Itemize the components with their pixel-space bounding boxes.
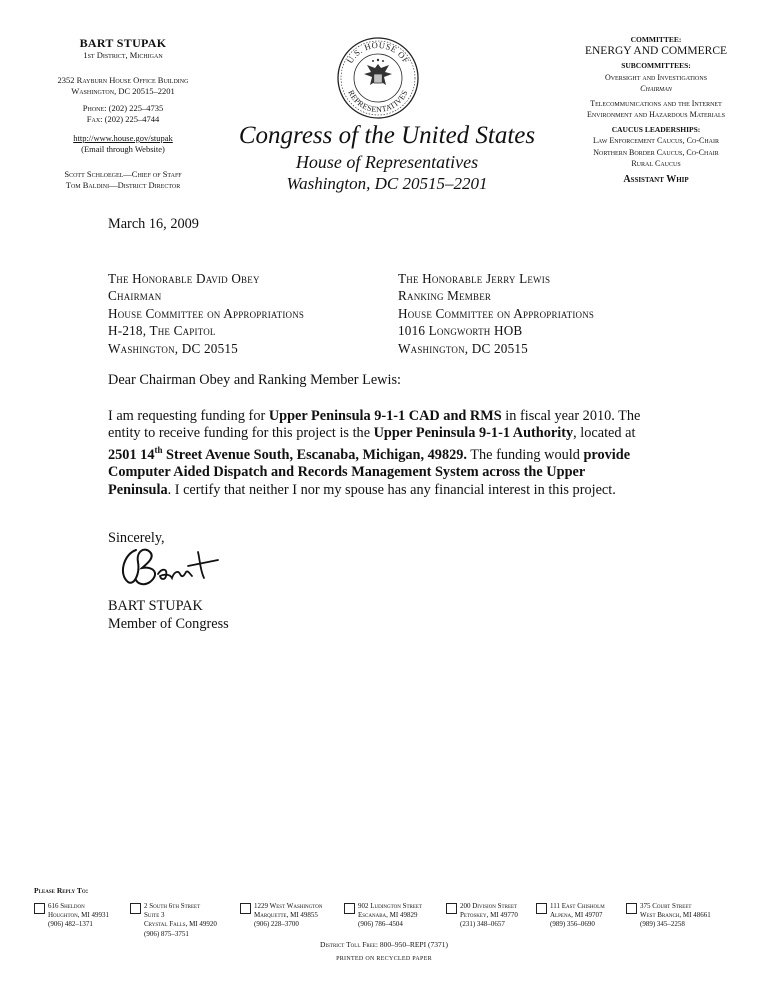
para-address-rest: Street Avenue South, Escanaba, Michigan, 49829. [162,447,467,464]
office-fax: Fax: (202) 225–4744 [86,114,160,124]
member-info-block [20,36,226,191]
congress-title: Congress of the United States [238,122,536,149]
district-office-escanaba[interactable] [344,902,422,930]
body-paragraph [108,408,648,499]
recipient2-city: Washington, DC 20515 [398,340,528,356]
salutation: Dear Chairman Obey and Ranking Member Lewis: [108,372,402,388]
office-line: (989) 345–2258 [640,920,685,929]
para-address-suffix: th [154,445,163,456]
committee-info-block [556,34,756,185]
checkbox[interactable] [130,903,141,914]
seal-text-top: U.S. HOUSE OF [344,39,412,66]
caucus-law-enforcement: Law Enforcement Caucus, Co-Chair [593,136,719,145]
para-text: I am requesting funding for [108,408,269,424]
subcommittee-environment: Environment and Hazardous Materials [586,110,726,119]
office-line: Houghton, MI 49931 [48,911,109,920]
recipient1-city: Washington, DC 20515 [108,340,238,356]
member-district: 1st District, Michigan [83,50,163,60]
para-entity-address [108,447,467,463]
subcommittee-role: Chairman [640,84,672,93]
website-note: (Email through Website) [81,144,165,154]
recipient1-office: H-218, The Capitol [108,323,216,339]
office-line: 616 Sheldon [48,902,85,910]
subcommittees-label: SUBCOMMITTEES: [621,61,691,70]
recipient2-title: Ranking Member [398,288,492,304]
toll-free-number: District Toll Free: 800–950–REPI (7371) [320,940,448,949]
office-line: (906) 786–4504 [358,920,403,929]
office-line: Crystal Falls, MI 49920 [144,920,217,929]
office-line: Petoskey, MI 49770 [460,911,518,920]
district-office-west-branch[interactable] [626,902,711,930]
checkbox[interactable] [344,903,355,914]
recipient-obey [108,270,388,357]
caucus-rural: Rural Caucus [631,159,681,168]
para-project-name: Upper Peninsula 9-1-1 CAD and RMS [268,408,502,424]
staff-director: Tom Baldini—District Director [65,180,181,190]
recipient1-title: Chairman [108,288,162,304]
reply-to-label: Please Reply To: [34,886,89,895]
caucus-label: CAUCUS LEADERSHIPS: [611,124,701,134]
house-title: House of Representatives [295,152,479,172]
svg-text:REPRESENTATIVES [346,89,409,114]
house-seal [336,36,420,120]
district-office-crystal-falls[interactable] [130,902,217,939]
office-line: (906) 875–3751 [144,929,189,938]
recipient1-name: The Honorable David Obey [108,271,260,286]
checkbox[interactable] [626,903,637,914]
office-line: 111 East Chisholm [550,902,605,910]
seal-text-bottom: REPRESENTATIVES [346,88,410,115]
para-text: in fiscal year 2010. The entity to receive funding for this project is the [108,408,641,442]
district-office-marquette[interactable] [240,902,322,930]
handwritten-signature [114,544,244,604]
svg-text:U.S. HOUSE OF [345,40,412,65]
website-link[interactable]: http://www.house.gov/stupak [73,133,173,143]
committee-label: COMMITTEE: [630,35,682,44]
checkbox[interactable] [34,903,45,914]
para-text: , located at [573,425,636,442]
office-line: Suite 3 [144,911,165,920]
office-line: Escanaba, MI 49829 [358,911,418,920]
recipient2-office: 1016 Longworth HOB [398,323,523,339]
letterhead-title [232,121,542,195]
office-line: (231) 348–0657 [460,920,505,929]
district-office-petoskey[interactable] [446,902,518,930]
para-funding-purpose: provide Computer Aided Dispatch and Records Management System across the Upper Peninsula [108,447,631,498]
district-office-alpena[interactable] [536,902,605,930]
member-name: BART STUPAK [79,36,167,50]
office-line: (906) 228–3700 [254,920,299,929]
checkbox[interactable] [446,903,457,914]
recipient2-name: The Honorable Jerry Lewis [398,271,551,286]
closing: Sincerely, [108,530,165,546]
staff-chief: Scott Schloegel—Chief of Staff [64,169,182,179]
committee-name: ENERGY AND COMMERCE [584,44,728,57]
office-line: (906) 482–1371 [48,920,93,929]
office-line: (989) 356–0690 [550,920,595,929]
office-address-line1: 2352 Rayburn House Office Building [57,75,189,85]
district-office-houghton[interactable] [34,902,109,930]
office-line: 902 Ludington Street [358,902,423,910]
subcommittee-telecom: Telecommunications and the Internet [590,98,722,108]
subcommittee-oversight: Oversight and Investigations [604,72,708,82]
letterhead-city: Washington, DC 20515–2201 [286,174,488,193]
office-line: 2 South 6th Street [144,902,201,910]
office-line: West Branch, MI 48661 [640,911,711,920]
recipient-lewis [398,270,698,357]
office-phone: Phone: (202) 225–4735 [82,103,164,113]
para-address-number: 2501 14 [108,447,155,464]
para-entity-name: Upper Peninsula 9-1-1 Authority [373,425,574,442]
caucus-northern-border: Northern Border Caucus, Co-Chair [593,147,719,157]
recipient1-committee: House Committee on Appropriations [108,305,305,321]
office-line: Alpena, MI 49707 [550,911,603,920]
recycled-paper-note: PRINTED ON RECYCLED PAPER [336,956,432,962]
signer-title: Member of Congress [108,616,229,632]
signer-name: BART STUPAK [108,598,203,614]
letter-date: March 16, 2009 [108,216,199,232]
office-line: Marquette, MI 49855 [254,911,318,920]
para-text: The funding would [466,447,584,464]
recipient2-committee: House Committee on Appropriations [398,305,595,321]
office-line: 375 Court Street [640,902,692,910]
office-line: 200 Division Street [460,902,518,910]
checkbox[interactable] [240,903,251,914]
office-address-line2: Washington, DC 20515–2201 [71,86,175,96]
office-line: 1229 West Washington [254,902,323,910]
assistant-whip: Assistant Whip [623,173,689,185]
checkbox[interactable] [536,903,547,914]
para-text: . I certify that neither I nor my spouse has any financial interest in this project. [167,481,616,498]
